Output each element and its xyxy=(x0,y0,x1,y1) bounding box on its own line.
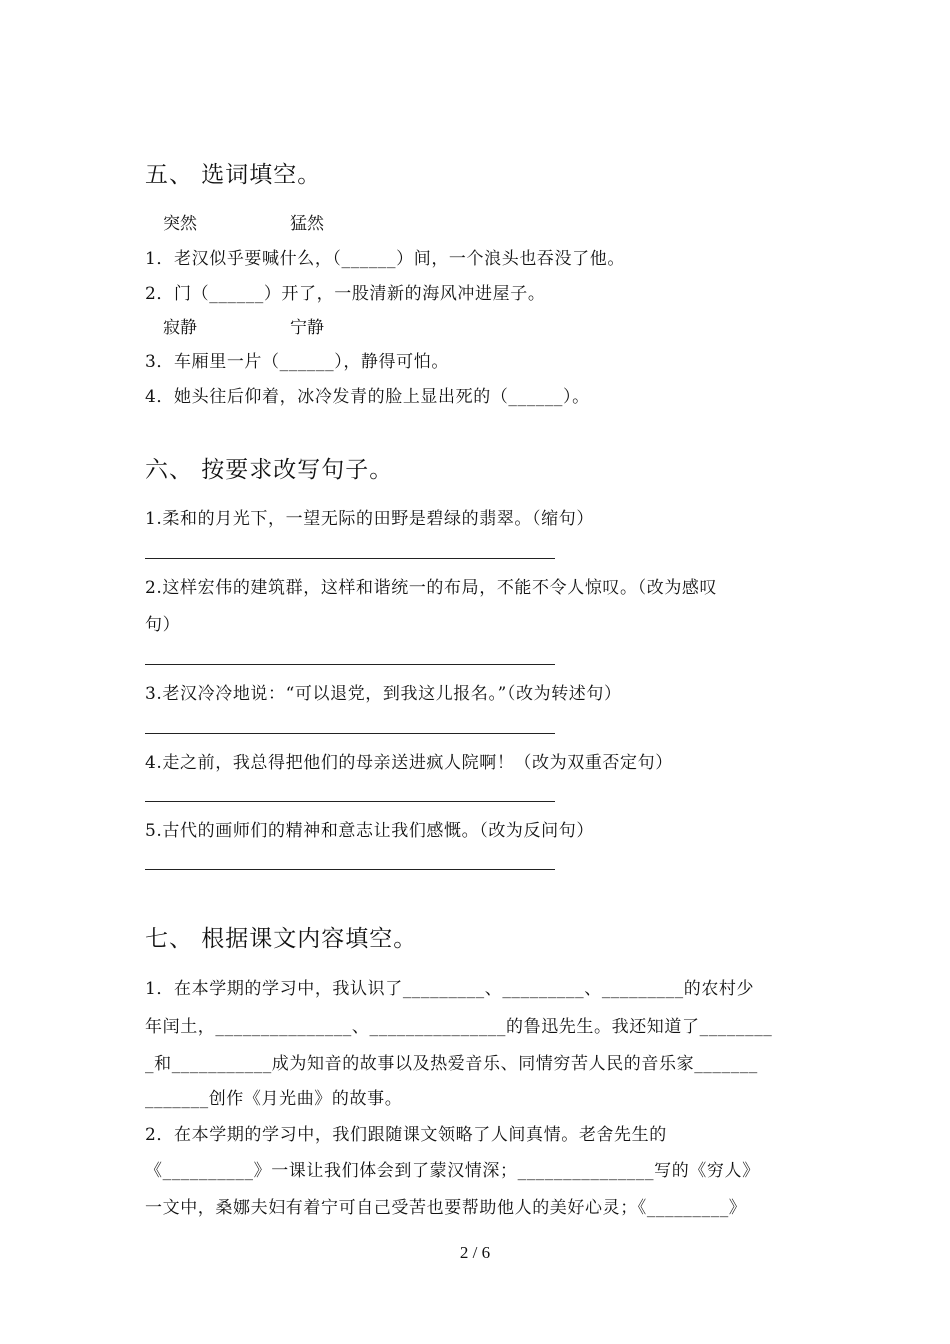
page-number: 2 / 6 xyxy=(459,1243,491,1262)
answer-line-1[interactable] xyxy=(145,558,555,559)
answer-line-4[interactable] xyxy=(145,801,555,802)
answer-line-3[interactable] xyxy=(145,733,555,734)
word-option-2: 猛然 xyxy=(290,214,324,234)
fill-item-3: 3．车厢里一片（______），静得可怕。 xyxy=(145,352,449,372)
text-fill-line-7: 一文中，桑娜夫妇有着宁可自己受苦也要帮助他人的美好心灵；《_________》 xyxy=(145,1198,747,1218)
rewrite-question-1: 1.柔和的月光下，一望无际的田野是碧绿的翡翠。（缩句） xyxy=(145,509,594,529)
fill-item-2: 2．门（______）开了，一股清新的海风冲进屋子。 xyxy=(145,284,546,304)
answer-line-5[interactable] xyxy=(145,869,555,870)
word-option-3: 寂静 xyxy=(163,318,197,338)
text-fill-line-4: _______创作《月光曲》的故事。 xyxy=(145,1089,403,1109)
rewrite-question-5: 5.古代的画师们的精神和意志让我们感慨。（改为反问句） xyxy=(145,821,594,841)
fill-item-1: 1．老汉似乎要喊什么，（______）间，一个浪头也吞没了他。 xyxy=(145,249,625,269)
section5-heading: 五、 选词填空。 xyxy=(145,162,322,188)
text-fill-line-5: 2．在本学期的学习中，我们跟随课文领略了人间真情。老舍先生的 xyxy=(145,1125,667,1145)
fill-item-4: 4．她头往后仰着，冰冷发青的脸上显出死的（______）。 xyxy=(145,387,590,407)
word-option-4: 宁静 xyxy=(290,318,324,338)
rewrite-question-4: 4.走之前，我总得把他们的母亲送进疯人院啊！（改为双重否定句） xyxy=(145,753,673,773)
rewrite-question-2-cont: 句） xyxy=(145,615,181,635)
rewrite-question-2: 2.这样宏伟的建筑群，这样和谐统一的布局，不能不令人惊叹。（改为感叹 xyxy=(145,578,718,598)
text-fill-line-3: _和___________成为知音的故事以及热爱音乐、同情穷苦人民的音乐家_______ xyxy=(145,1054,758,1074)
section6-heading: 六、 按要求改写句子。 xyxy=(145,457,394,483)
word-option-1: 突然 xyxy=(163,214,197,234)
answer-line-2[interactable] xyxy=(145,664,555,665)
rewrite-question-3: 3.老汉冷冷地说：“可以退党，到我这儿报名。”（改为转述句） xyxy=(145,684,622,704)
text-fill-line-6: 《__________》一课让我们体会到了蒙汉情深；_______________写的《穷人》 xyxy=(145,1161,760,1181)
section7-heading: 七、 根据课文内容填空。 xyxy=(145,926,418,952)
text-fill-line-2: 年闰土，_______________、_______________的鲁迅先生。我还知道了________ xyxy=(145,1017,773,1037)
text-fill-line-1: 1．在本学期的学习中，我认识了_________、_________、_________的农村少 xyxy=(145,979,755,999)
